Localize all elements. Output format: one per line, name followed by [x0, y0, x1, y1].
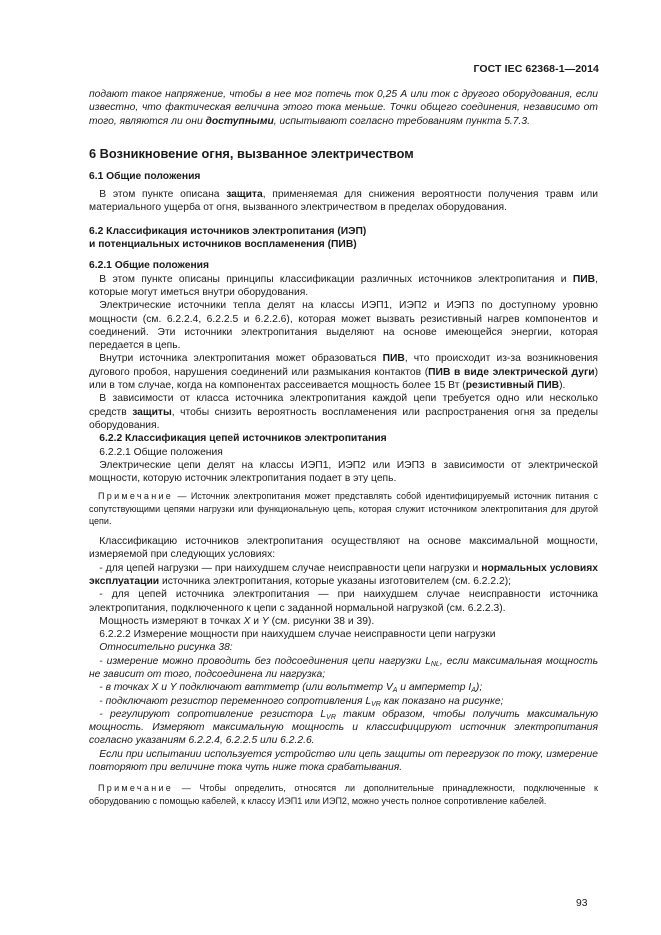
text-run: - в точках X и Y подключают ваттметр (или вольтметр V [99, 682, 393, 694]
text-run: Если при испытании используется устройство или цепь защиты от перегрузок по току, измерение повторяют при величине тока чуть ниже тока срабатывания. [89, 748, 598, 774]
section-6-2-1-paragraph-4 [89, 392, 598, 432]
text-run: , применяемая для снижения вероятности получения травм или материального ущерба от огня, вызванного электричеством в пределах оборудования. [89, 189, 598, 214]
term-bold: защита [226, 189, 263, 201]
text-run: , что происходит из-за возникновения дугового пробоя, нарушения соединений или размыкания контактов ( [89, 353, 598, 378]
section-6-2-1-paragraph-1 [89, 273, 598, 300]
text-run: ). [559, 380, 566, 392]
section-6-2-heading-line1: 6.2 Классификация источников электропитания (ИЭП) [89, 225, 367, 237]
section-6-2-2-1-heading [89, 446, 598, 459]
note-text: — Источник электропитания может представлять собой идентифицируемый источник питания с сопутствующими цепями нагрузки или функциональную цепь, которая служит источником электропитания для другой цепи. [89, 491, 598, 526]
text-run: Y [261, 615, 269, 627]
text-run: , которые могут иметься внутри оборудования. [89, 273, 598, 298]
section-6-heading: 6 Возникновение огня, вызванное электричеством [89, 145, 414, 161]
text-run: 6.2.2.2 Измерение мощности при наихудшем случае неисправности цепи нагрузки [99, 629, 496, 641]
text-run: , чтобы снизить вероятность воспламенения или распространения огня за пределы оборудования. [89, 406, 598, 431]
text-run: Электрические цепи делят на классы ИЭП1, ИЭП2 или ИЭП3 в зависимости от электрической мощности, которую источник электропитания подает в эту цепь. [89, 459, 598, 485]
section-6-2-1-paragraph-2 [89, 299, 598, 352]
note-label: Примечание [98, 783, 174, 794]
term-bold: ПИВ в виде электрической дуги [428, 366, 595, 378]
text-run: Относительно рисунка 38: [99, 642, 233, 654]
subscript: A [392, 687, 398, 695]
text-run: таким образом, чтобы получить максимальную мощность. Измеряют максимальную мощность и классифицируют источник электропитания согласно указаниям 6.2.2.4, 6.2.2.5 или 6.2.2.6. [89, 708, 598, 747]
paragraph-continued [89, 88, 598, 128]
section-6-1-heading: 6.1 Общие положения [89, 170, 201, 182]
section-6-2-2-1-paragraph-2 [89, 535, 598, 562]
subscript: VR [326, 713, 336, 721]
text-run: - измерение можно проводить без подсоединения цепи нагрузки L [99, 655, 431, 667]
italic-line-1 [89, 641, 598, 654]
italic-line-3 [89, 681, 598, 694]
text-run: - подключают резистор переменного сопротивления L [99, 695, 372, 707]
section-6-2-1-heading: 6.2.1 Общие положения [89, 260, 209, 272]
section-6-2-2-1-paragraph-1 [89, 459, 598, 486]
text-run: - для цепей нагрузки — при наихудшем случае неисправности цепи нагрузки и [99, 562, 482, 574]
text-run: Мощность измеряют в точках [99, 615, 244, 627]
term-bold: резистивный ПИВ [465, 380, 560, 392]
text-run: , если максимальная мощность не зависит от того, подсоединена ли нагрузка; [89, 655, 598, 680]
list-item-2 [89, 588, 598, 615]
page-number: 93 [576, 898, 588, 909]
text-run: 6.2.2 Классификация цепей источников электропитания [99, 433, 387, 445]
note-2 [89, 782, 598, 806]
text-run: 6.2.2.1 Общие положения [99, 446, 223, 458]
note-text: — Чтобы определить, относятся ли дополнительные принадлежности, подключенные к оборудованию с помощью кабелей, к классу ИЭП1 или ИЭП2, можно учесть полное сопротивление кабелей. [89, 783, 598, 806]
text-run: , испытывают согласно требованиям пункта 5.7.3. [273, 115, 530, 127]
subscript: NL [430, 660, 440, 668]
text-run: X [243, 615, 251, 627]
text-run: ) или в том случае, когда на компонентах рассеивается мощность более 15 Вт ( [89, 366, 598, 392]
note-label: Примечание [98, 491, 174, 502]
italic-line-5 [89, 708, 598, 748]
italic-line-2 [89, 655, 598, 682]
section-6-2-2-1-paragraph-3 [89, 615, 598, 628]
section-6-2-heading-line2: и потенциальных источников воспламенения (ПИВ) [89, 239, 357, 251]
text-run: (см. рисунки 38 и 39). [268, 615, 375, 627]
text-run: ); [475, 682, 483, 694]
text-run: Классификацию источников электропитания осуществляют на основе максимальной мощности, измеряемой при следующих условиях: [89, 536, 598, 561]
term-bold: доступными [205, 115, 274, 127]
subscript: A [471, 687, 476, 695]
text-run: Внутри источника электропитания может образоваться [99, 353, 383, 365]
text-run: - регулируют сопротивление резистора L [99, 708, 327, 720]
term-bold: нормальных условиях эксплуатации [89, 562, 598, 587]
text-run: В этом пункте описана [99, 189, 227, 201]
section-6-1-paragraph [89, 188, 598, 215]
standard-header: ГОСТ IEC 62368-1—2014 [473, 63, 599, 75]
term-bold: ПИВ [572, 273, 596, 285]
note-1 [89, 490, 598, 527]
italic-line-6 [89, 748, 598, 775]
list-item-1 [89, 562, 598, 589]
text-run: и [250, 615, 262, 627]
italic-line-4 [89, 695, 598, 708]
text-run: В этом пункте описаны принципы классификации различных источников электропитания и [99, 273, 573, 285]
text-run: и амперметр I [397, 682, 472, 694]
text-run: источника электропитания, которые указаны изготовителем (см. 6.2.2.2); [159, 575, 511, 587]
term-bold: защиты [132, 406, 172, 418]
section-6-2-1-paragraph-3 [89, 352, 598, 392]
section-6-2-2-2-heading [89, 628, 598, 641]
text-run: Электрические источники тепла делят на классы ИЭП1, ИЭП2 и ИЭП3 по доступному уровню мощности (см. 6.2.2.4, 6.2.2.5 и 6.2.2.6), которая может вызвать резистивный нагрев компонентов и соединений. Эти источники электропитания выделяют на основе имеющейся энергии, которая передается в цепь. [89, 300, 598, 352]
section-6-2-2-heading [89, 432, 598, 445]
subscript: VR [371, 700, 381, 708]
text-run: В зависимости от класса источника электропитания каждой цепи требуется одно или несколько средств [89, 393, 598, 418]
page-content [89, 88, 598, 807]
text-run: как показано на рисунке; [380, 695, 504, 707]
text-run: подают такое напряжение, чтобы в нее мог потечь ток 0,25 А или ток с другого оборудования, если известно, что фактическая величина этого тока меньше. Точки общего соединения, независимо от того, являются ли они [89, 89, 598, 127]
term-bold: ПИВ [382, 353, 405, 365]
text-run: - для цепей источника электропитания — при наихудшем случае неисправности источника электропитания, подключенного к цепи с заданной нормальной нагрузкой (см. 6.2.2.3). [89, 589, 598, 614]
